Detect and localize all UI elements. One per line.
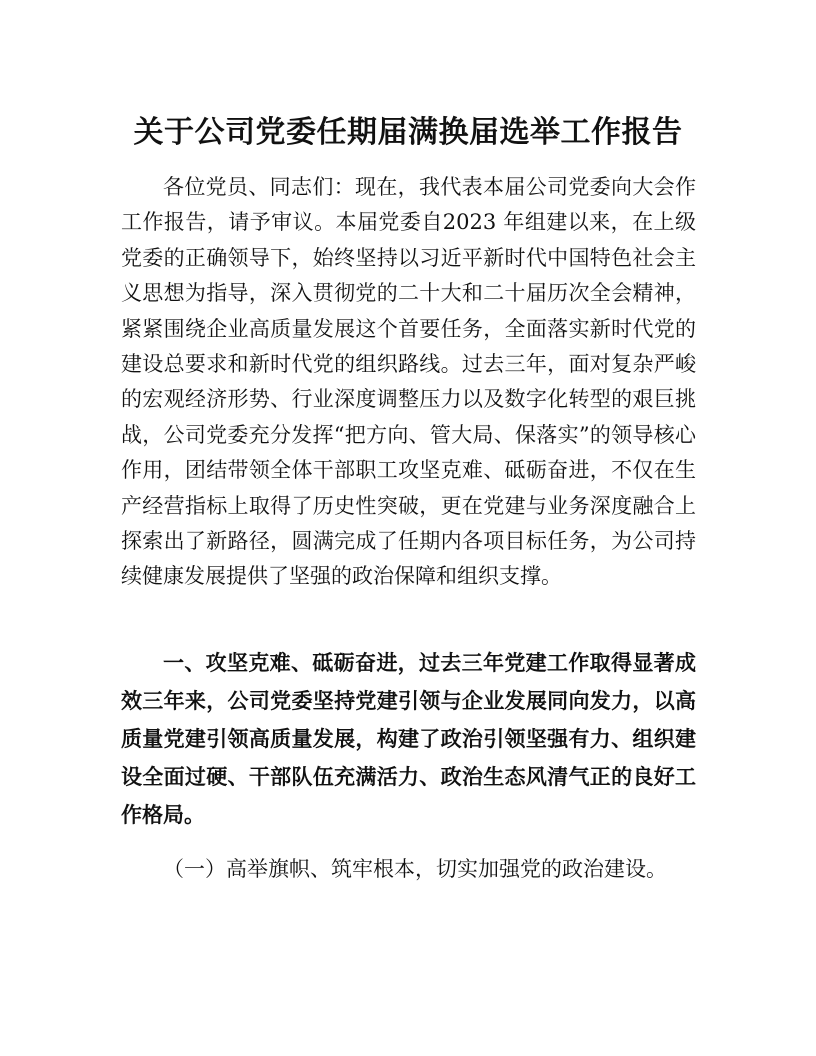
section-heading-1: 一、攻坚克难、砥砺奋进，过去三年党建工作取得显著成效三年来，公司党委坚持党建引领与企业发展同向发力，以高质量党建引领高质量发展，构建了政治引领坚强有力、组织建设全面过硬、干部队伍充满活力、政治生态风清气正的良好工作格局。 bbox=[121, 651, 696, 827]
subsection-heading-1: （一）高举旗帜、筑牢根本，切实加强党的政治建设。 bbox=[163, 857, 667, 881]
opening-paragraph: 各位党员、同志们：现在，我代表本届公司党委向大会作工作报告，请予审议。本届党委自2023 年组建以来，在上级党委的正确领导下，始终坚持以习近平新时代中国特色社会主义思想为指导，深入贯彻党的二十大和二十届历次全会精神，紧紧围绕企业高质量发展这个首要任务，全面落实新时代党的建设总要求和新时代党的组织路线。过去三年，面对复杂严峻的宏观经济形势、行业深度调整压力以及数字化转型的艰巨挑战，公司党委充分发挥“把方向、管大局、保落实”的领导核心作用，团结带领全体干部职工攻坚克难、砥砺奋进，不仅在生产经营指标上取得了历史性突破，更在党建与业务深度融合上探索出了新路径，圆满完成了任期内各项目标任务，为公司持续健康发展提供了坚强的政治保障和组织支撑。 bbox=[121, 175, 696, 589]
document-title: 关于公司党委任期届满换届选举工作报告 bbox=[133, 115, 683, 150]
